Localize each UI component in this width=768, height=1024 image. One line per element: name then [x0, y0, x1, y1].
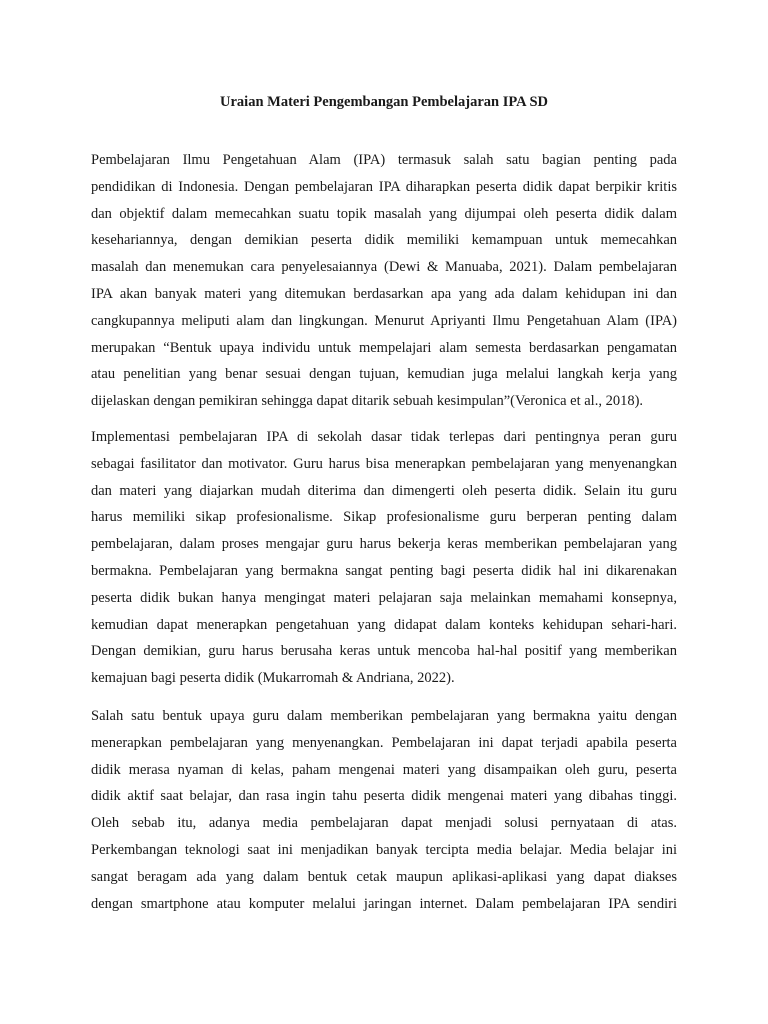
- text-line: dan objektif dalam memecahkan suatu topik masalah yang dijumpai oleh peserta didik dalam: [91, 205, 677, 222]
- text-line: sangat beragam ada yang dalam bentuk cetak maupun aplikasi-aplikasi yang dapat diakses: [91, 868, 677, 885]
- text-line: harus memiliki sikap profesionalisme. Sikap profesionalisme guru berperan penting dalam: [91, 509, 677, 526]
- text-line: IPA akan banyak materi yang ditemukan berdasarkan apa yang ada dalam kehidupan ini dan: [91, 285, 677, 302]
- text-line: Implementasi pembelajaran IPA di sekolah dasar tidak terlepas dari pentingnya peran guru: [91, 429, 677, 445]
- text-line: menerapkan pembelajaran yang menyenangkan. Pembelajaran ini dapat terjadi apabila peserta: [91, 734, 677, 751]
- paragraph-1: [91, 147, 677, 415]
- text-line: cangkupannya meliputi alam dan lingkungan. Menurut Apriyanti Ilmu Pengetahuan Alam (IPA): [91, 312, 677, 329]
- text-line: dan materi yang diajarkan mudah diterima dan dimengerti oleh peserta didik. Selain itu guru: [91, 482, 677, 499]
- text-line: dijelaskan dengan pemikiran sehingga dapat ditarik sebuah kesimpulan”(Veronica et al., 2018).: [91, 393, 644, 410]
- text-line: masalah dan menemukan cara penyelesaiannya (Dewi & Manuaba, 2021). Dalam pembelajaran: [91, 259, 677, 276]
- text-line: kesehariannya, dengan demikian peserta didik memiliki kemampuan untuk memecahkan: [91, 232, 677, 249]
- text-line: peserta didik bukan hanya mengingat materi pelajaran saja melainkan memahami konsepnya,: [91, 589, 677, 606]
- text-line: Pembelajaran Ilmu Pengetahuan Alam (IPA) termasuk salah satu bagian penting pada: [91, 152, 677, 168]
- text-line: didik merasa nyaman di kelas, paham mengenai materi yang disampaikan oleh guru, peserta: [91, 761, 677, 778]
- document-title: Uraian Materi Pengembangan Pembelajaran IPA SD: [220, 94, 548, 110]
- text-line: dengan smartphone atau komputer melalui jaringan internet. Dalam pembelajaran IPA sendiri: [91, 895, 677, 912]
- text-line: Salah satu bentuk upaya guru dalam memberikan pembelajaran yang bermakna yaitu dengan: [91, 708, 677, 724]
- text-line: kemudian dapat menerapkan pengetahuan yang didapat dalam konteks kehidupan sehari-hari.: [91, 616, 677, 633]
- text-line: atau penelitian yang benar sesuai dengan tujuan, kemudian juga melalui langkah kerja yang: [91, 366, 677, 383]
- text-line: merupakan “Bentuk upaya individu untuk mempelajari alam semesta berdasarkan pengamatan: [91, 339, 677, 356]
- text-line: didik aktif saat belajar, dan rasa ingin tahu peserta didik mengenai materi yang dibahas tinggi.: [91, 788, 677, 805]
- text-line: pembelajaran, dalam proses mengajar guru harus bekerja keras memberikan pembelajaran yang: [91, 536, 677, 553]
- text-line: kemajuan bagi peserta didik (Mukarromah & Andriana, 2022).: [91, 670, 455, 687]
- text-line: sebagai fasilitator dan motivator. Guru harus bisa menerapkan pembelajaran yang menyenangkan: [91, 455, 677, 472]
- paragraph-3: [91, 703, 677, 917]
- text-line: Oleh sebab itu, adanya media pembelajaran dapat menjadi solusi pernyataan di atas.: [91, 815, 677, 832]
- text-line: Perkembangan teknologi saat ini menjadikan banyak tercipta media belajar. Media belajar ini: [91, 841, 677, 858]
- paragraph-2: [91, 424, 677, 692]
- text-line: Dengan demikian, guru harus berusaha keras untuk mencoba hal-hal positif yang memberikan: [91, 643, 677, 660]
- text-line: pendidikan di Indonesia. Dengan pembelajaran IPA diharapkan peserta didik dapat berpikir kritis: [91, 178, 677, 195]
- text-line: bermakna. Pembelajaran yang bermakna sangat penting bagi peserta didik hal ini dikarenakan: [91, 562, 677, 579]
